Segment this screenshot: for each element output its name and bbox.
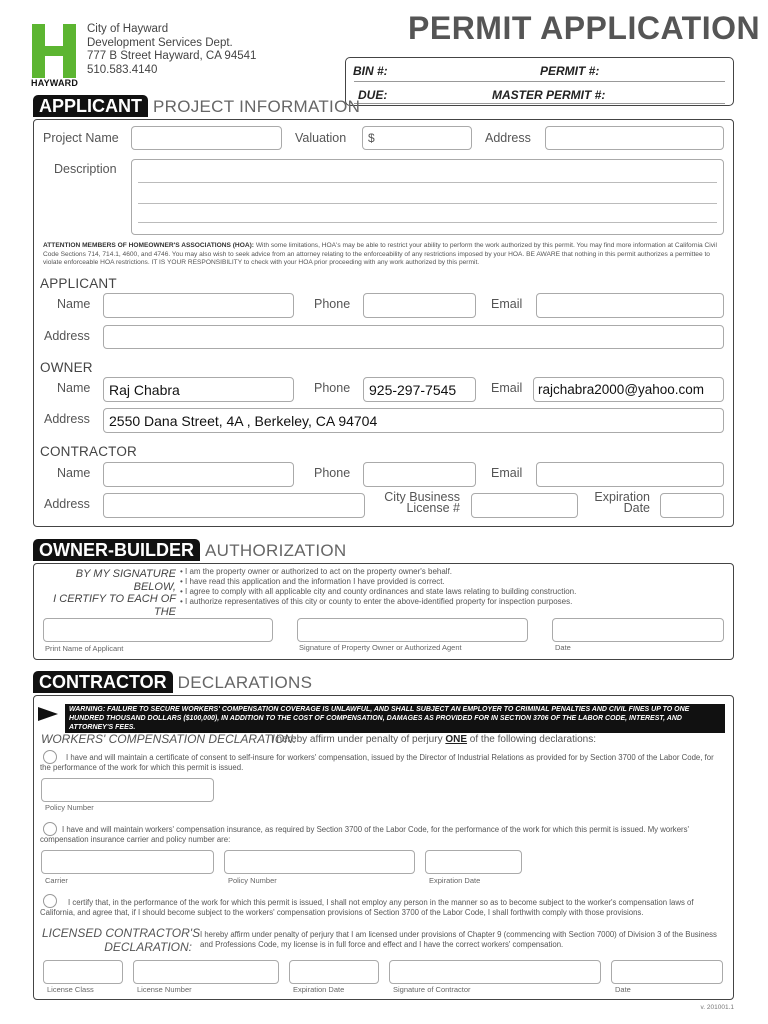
contractor-address-field[interactable] — [103, 493, 365, 518]
applicant-name-field[interactable] — [103, 293, 294, 318]
section-header-contractor — [33, 673, 312, 693]
divider — [354, 81, 725, 82]
license-expiration-date-field[interactable] — [289, 960, 379, 984]
applicant-email-field[interactable] — [536, 293, 724, 318]
owner-email-field[interactable]: rajchabra2000@yahoo.com — [533, 377, 724, 402]
applicant-heading: APPLICANT — [40, 276, 117, 291]
business-license-label-line2: License # — [406, 501, 460, 515]
licensed-contractor-title — [42, 926, 201, 954]
section-tab-grey: DECLARATIONS — [177, 673, 313, 692]
owner-builder-date-label: Date — [555, 643, 571, 652]
warning-arrow-icon — [38, 707, 58, 721]
print-name-label: Print Name of Applicant — [45, 644, 124, 653]
contractor-email-field[interactable] — [536, 462, 724, 487]
contractor-name-field[interactable] — [103, 462, 294, 487]
owner-builder-date-field[interactable] — [552, 618, 724, 642]
wc-intro-emphasis: ONE — [445, 734, 468, 745]
contractor-date-label: Date — [615, 985, 631, 994]
license-expiration-date-label: Expiration Date — [293, 985, 345, 994]
ruled-line — [138, 222, 717, 223]
business-license-label-line1: City Business — [384, 490, 460, 504]
contractor-name-label: Name — [57, 466, 91, 480]
description-field[interactable] — [131, 159, 724, 235]
owner-address-field[interactable]: 2550 Dana Street, 4A , Berkeley, CA 94704 — [103, 408, 724, 433]
contractor-phone-label: Phone — [314, 466, 351, 480]
applicant-address-label: Address — [44, 329, 90, 343]
certify-line: I CERTIFY TO EACH OF THE — [53, 593, 176, 618]
page-title: PERMIT APPLICATION — [408, 10, 761, 46]
licensed-title-line: DECLARATION: — [104, 940, 192, 954]
contractor-address-label: Address — [44, 497, 90, 511]
org-address-block — [87, 23, 256, 77]
hayward-logo-icon — [32, 24, 76, 78]
license-number-field[interactable] — [133, 960, 279, 984]
project-address-label: Address — [485, 131, 531, 145]
owner-name-label: Name — [57, 381, 91, 395]
wc-intro — [271, 734, 596, 745]
logo-wordmark: HAYWARD — [31, 78, 79, 88]
owner-name-field[interactable]: Raj Chabra — [103, 377, 294, 402]
form-version: v. 201001.1 — [700, 1004, 734, 1011]
contractor-heading: CONTRACTOR — [40, 444, 138, 459]
section-header-owner-builder — [33, 541, 346, 561]
wc-intro-text: I hereby affirm under penalty of perjury — [271, 734, 446, 745]
licensed-title-line: LICENSED CONTRACTOR'S — [42, 926, 201, 940]
owner-phone-field[interactable]: 925-297-7545 — [363, 377, 476, 402]
hoa-notice-heading: ATTENTION MEMBERS OF HOMEOWNER'S ASSOCIATIONS (HOA): — [43, 242, 254, 249]
due-label: DUE: — [358, 88, 388, 102]
contractor-signature-label: Signature of Contractor — [393, 985, 471, 994]
carrier-field[interactable] — [41, 850, 214, 874]
divider — [354, 103, 725, 104]
section-tab-black: CONTRACTOR — [33, 671, 173, 693]
wc-option-2-text: I have and will maintain workers' compensation insurance, as required by Section 3700 of the Labor Code, for the performance of the work for which this permit is issued. My workers' compensation insurance carrier and policy number are: — [40, 825, 690, 844]
org-dept: Development Services Dept. — [87, 36, 233, 49]
contractor-email-label: Email — [491, 466, 523, 480]
business-license-label — [372, 492, 460, 514]
valuation-label: Valuation — [295, 131, 347, 145]
self-insure-policy-number-label: Policy Number — [45, 803, 94, 812]
hoa-notice-text: With some limitations, HOA's may be able to restrict your ability to perform the work authorized by this permit. You may find more information at California Civil Code Sections 714, 714.1, 4600, and 4746. You may also wish to seek advice from an attorney relating to the enforceability of any restrictions imposed by your HOA. BE AWARE that nothing in this permit authorizes a permittee to violate enforceable HOA restrictions. IT IS YOUR RESPONSIBILITY to check with your HOA prior proceeding with any work authorized by this permit. — [43, 242, 717, 267]
owner-signature-label: Signature of Property Owner or Authorized Agent — [299, 643, 462, 652]
applicant-address-field[interactable] — [103, 325, 724, 349]
section-tab-black: OWNER-BUILDER — [33, 539, 200, 561]
description-label: Description — [54, 162, 117, 176]
applicant-phone-field[interactable] — [363, 293, 476, 318]
owner-address-label: Address — [44, 412, 90, 426]
contractor-signature-field[interactable] — [389, 960, 601, 984]
wc-intro-text: of the following declarations: — [467, 734, 596, 745]
section-header-applicant — [33, 97, 360, 117]
org-name: City of Hayward — [87, 23, 169, 35]
business-license-field[interactable] — [471, 493, 578, 518]
list-item: • I am the property owner or authorized to act on the property owner's behalf. — [180, 567, 453, 576]
applicant-phone-label: Phone — [314, 297, 351, 311]
license-class-field[interactable] — [43, 960, 123, 984]
ruled-line — [138, 203, 717, 204]
carrier-policy-number-label: Policy Number — [228, 876, 277, 885]
carrier-expiration-date-field[interactable] — [425, 850, 522, 874]
project-address-field[interactable] — [545, 126, 724, 150]
permit-number-label: PERMIT #: — [540, 64, 600, 78]
owner-heading: OWNER — [40, 360, 93, 375]
certify-line: BY MY SIGNATURE BELOW, — [75, 568, 176, 593]
owner-email-label: Email — [491, 381, 523, 395]
list-item: • I have read this application and the information I have provided is correct. — [180, 577, 445, 586]
print-name-field[interactable] — [43, 618, 273, 642]
permit-info-box — [345, 57, 734, 106]
wc-option-1-text: I have and will maintain a certificate of consent to self-insure for workers' compensation, issued by the Director of Industrial Relations as provided for by Section 3700 of the Labor Code, for the performance of the work for which this permit is issued. — [40, 753, 714, 772]
wc-declaration-title — [41, 732, 296, 746]
master-permit-label: MASTER PERMIT #: — [492, 88, 606, 102]
contractor-phone-field[interactable] — [363, 462, 476, 487]
section-tab-black: APPLICANT — [33, 95, 148, 117]
wc-option-3-text: I certify that, in the performance of the work for which this permit is issued, I shall not employ any person in the manner so as to become subject to the worker's compensation laws of California, and agree that, if I should become subject to the workers' compensation provisions of Section 3700 of the Labor Code, I shall forthwith comply with those provisions. — [40, 898, 694, 917]
ruled-line — [138, 182, 717, 183]
warning-banner: WARNING: FAILURE TO SECURE WORKERS' COMPENSATION COVERAGE IS UNLAWFUL, AND SHALL SUBJECT AN EMPLOYER TO CRIMINAL PENALTIES AND CIVIL FINES UP TO ONE HUNDRED THOUSAND DOLLARS ($100,000), IN ADDITION TO THE COST OF COMPENSATION, DAMAGES AS PROVIDED FOR IN SECTION 3706 OF THE LABOR CODE, INTEREST, AND ATTORNEY'S FEES. — [65, 704, 725, 733]
hoa-notice — [43, 242, 726, 268]
owner-phone-label: Phone — [314, 381, 351, 395]
wc-title-text: WORKERS' COMPENSATION DECLARATION: — [41, 732, 297, 746]
applicant-email-label: Email — [491, 297, 523, 311]
self-insure-policy-number-field[interactable] — [41, 778, 214, 802]
project-name-field[interactable] — [131, 126, 282, 150]
list-item: • I authorize representatives of this city or county to enter the above-identified property for inspection purposes. — [180, 597, 573, 606]
org-phone: 510.583.4140 — [87, 63, 158, 76]
carrier-policy-number-field[interactable] — [224, 850, 415, 874]
contractor-date-field[interactable] — [611, 960, 723, 984]
section-tab-grey: PROJECT INFORMATION — [153, 97, 361, 116]
section-tab-grey: AUTHORIZATION — [205, 541, 347, 560]
expiration-date-label — [580, 492, 650, 514]
owner-signature-field[interactable] — [297, 618, 528, 642]
carrier-label: Carrier — [45, 876, 68, 885]
list-item: • I agree to comply with all applicable city and county ordinances and state laws relating to building construction. — [180, 587, 577, 596]
carrier-expiration-date-label: Expiration Date — [429, 876, 481, 885]
expiration-date-field[interactable] — [660, 493, 724, 518]
valuation-field[interactable]: $ — [362, 126, 472, 150]
applicant-name-label: Name — [57, 297, 91, 311]
license-class-label: License Class — [47, 985, 94, 994]
expiration-date-label-line1: Expiration — [594, 490, 650, 504]
expiration-date-label-line2: Date — [623, 501, 650, 515]
license-number-label: License Number — [137, 985, 192, 994]
project-name-label: Project Name — [43, 131, 119, 145]
bin-label: BIN #: — [353, 64, 388, 78]
licensed-contractor-text: I hereby affirm under penalty of perjury that I am licensed under provisions of Chapter 9 (commencing with Section 7000) of Division 3 of the Business and Professions Code, my license is in full force and effect and I have the correct workers' compensation. — [200, 930, 717, 949]
owner-builder-list — [180, 567, 576, 607]
org-street: 777 B Street Hayward, CA 94541 — [87, 50, 257, 62]
